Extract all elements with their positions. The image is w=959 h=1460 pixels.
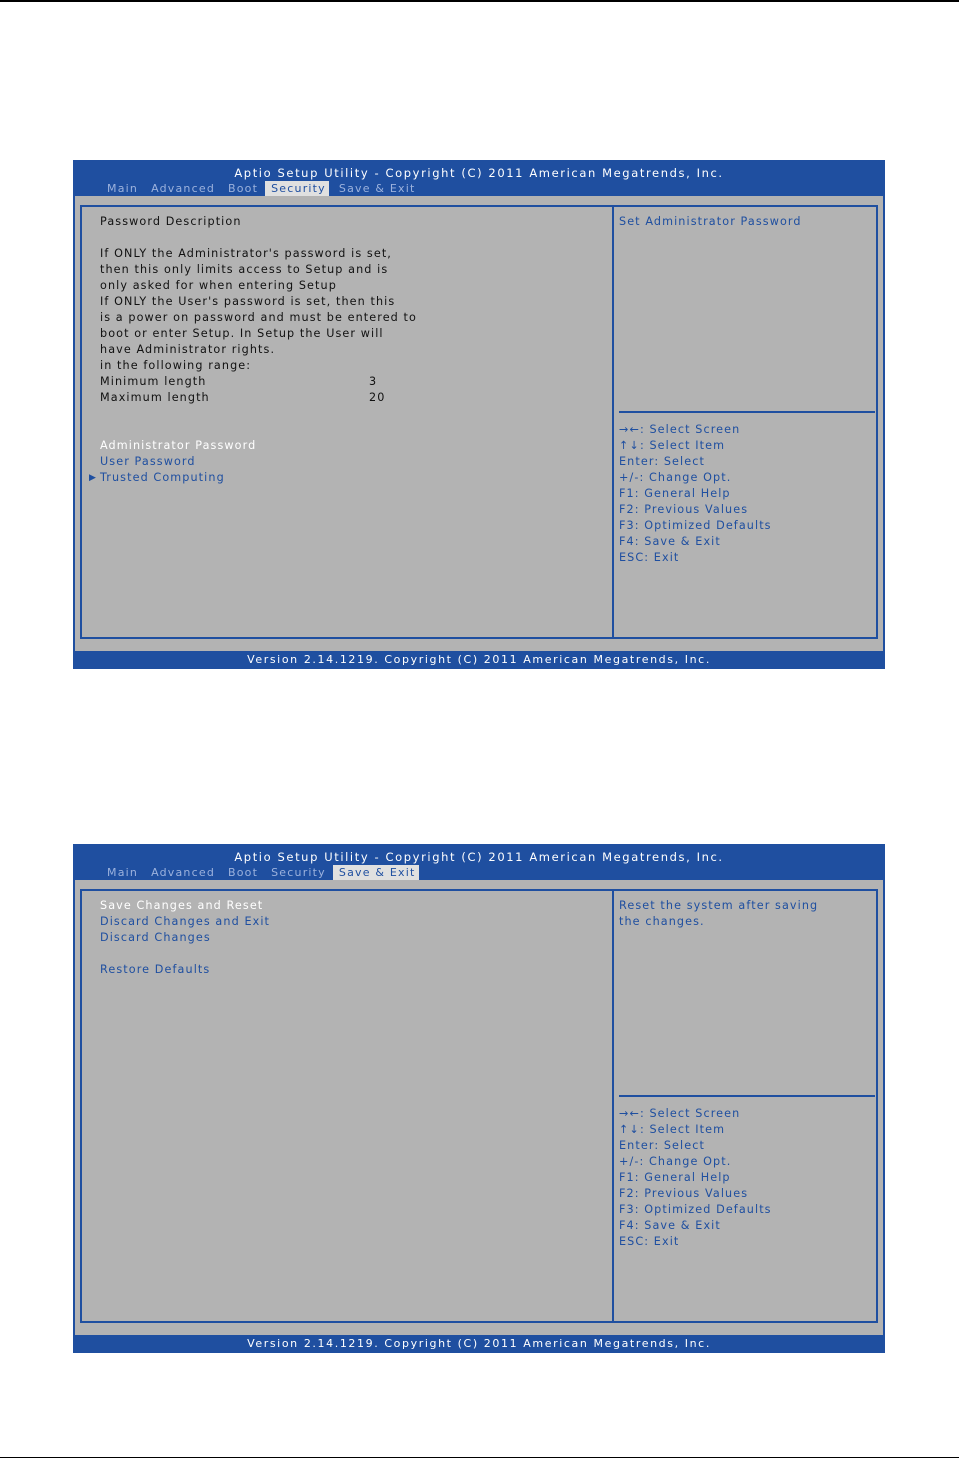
- maximum-length-value: 20: [369, 391, 386, 404]
- tab-main[interactable]: Main: [107, 182, 139, 195]
- key-f1: F1: General Help: [619, 1171, 731, 1184]
- password-description-heading: Password Description: [100, 215, 242, 228]
- tab-main[interactable]: Main: [107, 866, 139, 879]
- key-select-screen: →←: Select Screen: [619, 1107, 741, 1120]
- key-f3: F3: Optimized Defaults: [619, 1203, 772, 1216]
- description-line: boot or enter Setup. In Setup the User will: [100, 327, 384, 340]
- bios-title: Aptio Setup Utility - Copyright (C) 2011 American Megatrends, Inc.: [234, 850, 724, 864]
- help-text: Reset the system after saving: [619, 899, 819, 912]
- description-line: If ONLY the Administrator's password is set,: [100, 247, 392, 260]
- minimum-length-value: 3: [369, 375, 378, 388]
- description-line: have Administrator rights.: [100, 343, 276, 356]
- key-f4: F4: Save & Exit: [619, 535, 721, 548]
- discard-changes-and-exit-item[interactable]: Discard Changes and Exit: [100, 915, 271, 928]
- tab-advanced[interactable]: Advanced: [151, 866, 215, 879]
- tab-security[interactable]: Security: [271, 866, 326, 879]
- help-text: the changes.: [619, 915, 705, 928]
- key-select-item: ↑↓: Select Item: [619, 439, 726, 452]
- page-top-rule: [0, 0, 959, 2]
- tab-boot[interactable]: Boot: [228, 182, 259, 195]
- tab-bar: [101, 181, 423, 196]
- submenu-arrow-icon: ▶: [89, 473, 96, 483]
- trusted-computing-item[interactable]: Trusted Computing: [100, 471, 225, 484]
- key-change-opt: +/-: Change Opt.: [619, 1155, 732, 1168]
- key-enter: Enter: Select: [619, 455, 705, 468]
- description-line: then this only limits access to Setup and is: [100, 263, 389, 276]
- key-f3: F3: Optimized Defaults: [619, 519, 772, 532]
- tab-security[interactable]: Security: [265, 181, 329, 196]
- tab-save-exit[interactable]: Save & Exit: [333, 865, 419, 880]
- administrator-password-item[interactable]: Administrator Password: [100, 439, 257, 452]
- tab-save-exit[interactable]: Save & Exit: [338, 182, 416, 195]
- key-f4: F4: Save & Exit: [619, 1219, 721, 1232]
- panel-divider: [612, 889, 614, 1323]
- key-esc: ESC: Exit: [619, 1235, 680, 1248]
- user-password-item[interactable]: User Password: [100, 455, 196, 468]
- bios-body: [75, 196, 883, 651]
- bios-footer: Version 2.14.1219. Copyright (C) 2011 American Megatrends, Inc.: [247, 1337, 711, 1350]
- panel-divider: [612, 205, 614, 639]
- key-esc: ESC: Exit: [619, 551, 680, 564]
- help-separator: [619, 1095, 875, 1097]
- restore-defaults-item[interactable]: Restore Defaults: [100, 963, 211, 976]
- description-line: in the following range:: [100, 359, 252, 372]
- bios-save-exit-screenshot: [73, 844, 885, 1353]
- key-f2: F2: Previous Values: [619, 503, 749, 516]
- key-select-item: ↑↓: Select Item: [619, 1123, 726, 1136]
- save-changes-and-reset-item[interactable]: Save Changes and Reset: [100, 899, 264, 912]
- key-legend: [619, 422, 772, 566]
- bios-title: Aptio Setup Utility - Copyright (C) 2011 American Megatrends, Inc.: [234, 166, 724, 180]
- tab-bar: [101, 865, 423, 880]
- key-legend: [619, 1106, 772, 1250]
- discard-changes-item[interactable]: Discard Changes: [100, 931, 211, 944]
- description-line: only asked for when entering Setup: [100, 279, 337, 292]
- key-enter: Enter: Select: [619, 1139, 705, 1152]
- key-f1: F1: General Help: [619, 487, 731, 500]
- page-bottom-rule: [0, 1457, 959, 1458]
- bios-footer: Version 2.14.1219. Copyright (C) 2011 American Megatrends, Inc.: [247, 653, 711, 666]
- help-separator: [619, 411, 875, 413]
- minimum-length-label: Minimum length: [100, 375, 207, 388]
- bios-body: [75, 880, 883, 1335]
- description-line: If ONLY the User's password is set, then this: [100, 295, 396, 308]
- tab-advanced[interactable]: Advanced: [151, 182, 215, 195]
- description-line: is a power on password and must be entered to: [100, 311, 417, 324]
- maximum-length-label: Maximum length: [100, 391, 210, 404]
- key-change-opt: +/-: Change Opt.: [619, 471, 732, 484]
- help-text: Set Administrator Password: [619, 215, 802, 228]
- key-select-screen: →←: Select Screen: [619, 423, 741, 436]
- tab-boot[interactable]: Boot: [228, 866, 259, 879]
- bios-security-screenshot: [73, 160, 885, 669]
- key-f2: F2: Previous Values: [619, 1187, 749, 1200]
